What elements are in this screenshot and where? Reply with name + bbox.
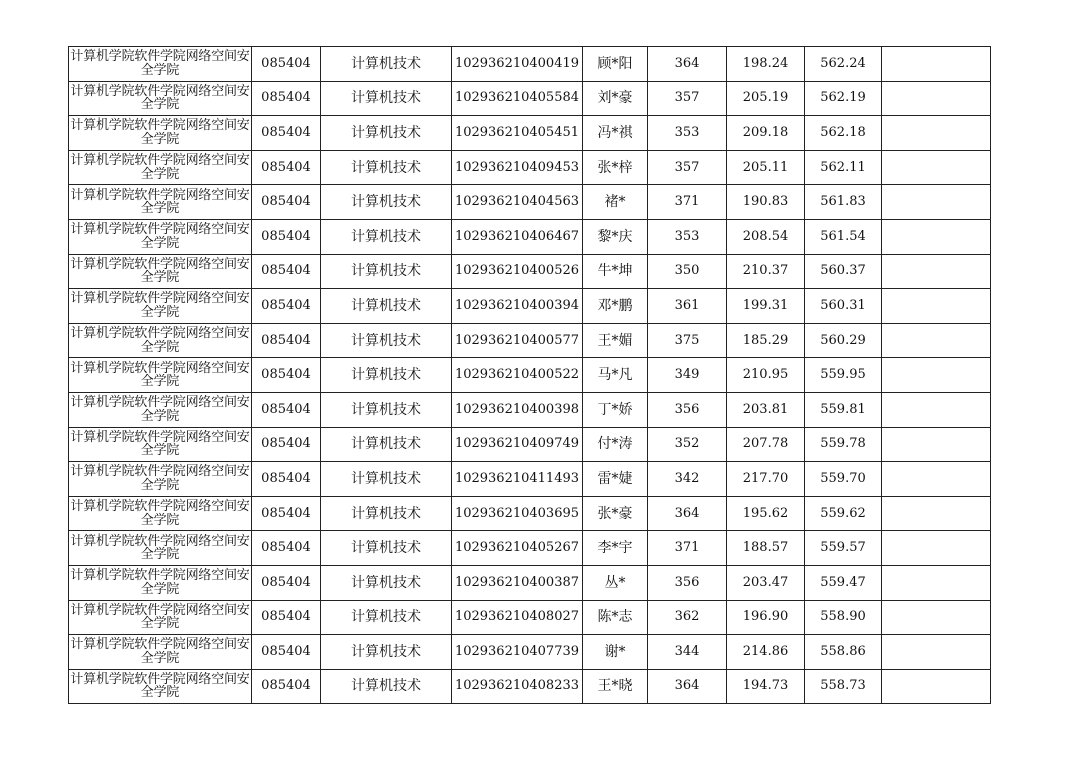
table-row bbox=[69, 185, 991, 220]
total-score-cell: 558.86 bbox=[805, 635, 882, 670]
student-name-cell: 付*涛 bbox=[583, 427, 648, 462]
student-name-cell: 丁*娇 bbox=[583, 392, 648, 427]
exam-id-cell: 102936210400394 bbox=[452, 289, 583, 324]
retest-score-cell: 190.83 bbox=[727, 185, 805, 220]
remark-cell bbox=[882, 669, 991, 704]
table-row bbox=[69, 496, 991, 531]
exam-id-cell: 102936210403695 bbox=[452, 496, 583, 531]
total-score-cell: 562.19 bbox=[805, 81, 882, 116]
college-cell: 计算机学院软件学院网络空间安全学院 bbox=[69, 358, 252, 393]
admission-list-table bbox=[68, 46, 991, 704]
exam-id-cell: 102936210400387 bbox=[452, 565, 583, 600]
preliminary-score-cell: 361 bbox=[648, 289, 727, 324]
major-name-cell: 计算机技术 bbox=[321, 427, 452, 462]
student-name-cell: 牛*坤 bbox=[583, 254, 648, 289]
remark-cell bbox=[882, 358, 991, 393]
retest-score-cell: 203.81 bbox=[727, 392, 805, 427]
student-name-cell: 刘*豪 bbox=[583, 81, 648, 116]
student-name-cell: 李*宇 bbox=[583, 531, 648, 566]
college-cell: 计算机学院软件学院网络空间安全学院 bbox=[69, 289, 252, 324]
preliminary-score-cell: 357 bbox=[648, 150, 727, 185]
remark-cell bbox=[882, 289, 991, 324]
exam-id-cell: 102936210407739 bbox=[452, 635, 583, 670]
student-name-cell: 褚* bbox=[583, 185, 648, 220]
college-cell: 计算机学院软件学院网络空间安全学院 bbox=[69, 496, 252, 531]
preliminary-score-cell: 371 bbox=[648, 185, 727, 220]
college-cell: 计算机学院软件学院网络空间安全学院 bbox=[69, 427, 252, 462]
major-code-cell: 085404 bbox=[252, 669, 321, 704]
college-cell: 计算机学院软件学院网络空间安全学院 bbox=[69, 635, 252, 670]
major-code-cell: 085404 bbox=[252, 289, 321, 324]
table-row bbox=[69, 219, 991, 254]
major-code-cell: 085404 bbox=[252, 116, 321, 151]
total-score-cell: 560.37 bbox=[805, 254, 882, 289]
major-name-cell: 计算机技术 bbox=[321, 47, 452, 82]
student-name-cell: 王*晓 bbox=[583, 669, 648, 704]
major-name-cell: 计算机技术 bbox=[321, 462, 452, 497]
remark-cell bbox=[882, 600, 991, 635]
major-name-cell: 计算机技术 bbox=[321, 565, 452, 600]
exam-id-cell: 102936210400419 bbox=[452, 47, 583, 82]
exam-id-cell: 102936210400526 bbox=[452, 254, 583, 289]
remark-cell bbox=[882, 565, 991, 600]
retest-score-cell: 203.47 bbox=[727, 565, 805, 600]
major-name-cell: 计算机技术 bbox=[321, 496, 452, 531]
exam-id-cell: 102936210400398 bbox=[452, 392, 583, 427]
major-name-cell: 计算机技术 bbox=[321, 219, 452, 254]
exam-id-cell: 102936210411493 bbox=[452, 462, 583, 497]
major-code-cell: 085404 bbox=[252, 635, 321, 670]
table-row bbox=[69, 116, 991, 151]
college-cell: 计算机学院软件学院网络空间安全学院 bbox=[69, 254, 252, 289]
exam-id-cell: 102936210409453 bbox=[452, 150, 583, 185]
major-code-cell: 085404 bbox=[252, 323, 321, 358]
remark-cell bbox=[882, 462, 991, 497]
student-name-cell: 丛* bbox=[583, 565, 648, 600]
major-code-cell: 085404 bbox=[252, 427, 321, 462]
preliminary-score-cell: 349 bbox=[648, 358, 727, 393]
retest-score-cell: 210.95 bbox=[727, 358, 805, 393]
major-code-cell: 085404 bbox=[252, 47, 321, 82]
retest-score-cell: 195.62 bbox=[727, 496, 805, 531]
total-score-cell: 562.18 bbox=[805, 116, 882, 151]
remark-cell bbox=[882, 496, 991, 531]
table-row bbox=[69, 254, 991, 289]
preliminary-score-cell: 353 bbox=[648, 116, 727, 151]
table-row bbox=[69, 669, 991, 704]
preliminary-score-cell: 353 bbox=[648, 219, 727, 254]
major-name-cell: 计算机技术 bbox=[321, 323, 452, 358]
major-name-cell: 计算机技术 bbox=[321, 635, 452, 670]
table-row bbox=[69, 462, 991, 497]
retest-score-cell: 185.29 bbox=[727, 323, 805, 358]
student-name-cell: 冯*祺 bbox=[583, 116, 648, 151]
remark-cell bbox=[882, 150, 991, 185]
preliminary-score-cell: 350 bbox=[648, 254, 727, 289]
preliminary-score-cell: 356 bbox=[648, 565, 727, 600]
total-score-cell: 559.47 bbox=[805, 565, 882, 600]
table-row bbox=[69, 289, 991, 324]
table-row bbox=[69, 81, 991, 116]
major-name-cell: 计算机技术 bbox=[321, 600, 452, 635]
college-cell: 计算机学院软件学院网络空间安全学院 bbox=[69, 219, 252, 254]
exam-id-cell: 102936210404563 bbox=[452, 185, 583, 220]
retest-score-cell: 217.70 bbox=[727, 462, 805, 497]
major-code-cell: 085404 bbox=[252, 219, 321, 254]
college-cell: 计算机学院软件学院网络空间安全学院 bbox=[69, 669, 252, 704]
college-cell: 计算机学院软件学院网络空间安全学院 bbox=[69, 392, 252, 427]
major-code-cell: 085404 bbox=[252, 185, 321, 220]
student-name-cell: 谢* bbox=[583, 635, 648, 670]
student-name-cell: 马*凡 bbox=[583, 358, 648, 393]
exam-id-cell: 102936210400577 bbox=[452, 323, 583, 358]
total-score-cell: 559.95 bbox=[805, 358, 882, 393]
major-code-cell: 085404 bbox=[252, 254, 321, 289]
exam-id-cell: 102936210405451 bbox=[452, 116, 583, 151]
major-code-cell: 085404 bbox=[252, 462, 321, 497]
remark-cell bbox=[882, 531, 991, 566]
student-name-cell: 邓*鹏 bbox=[583, 289, 648, 324]
total-score-cell: 559.81 bbox=[805, 392, 882, 427]
student-name-cell: 黎*庆 bbox=[583, 219, 648, 254]
retest-score-cell: 188.57 bbox=[727, 531, 805, 566]
remark-cell bbox=[882, 185, 991, 220]
retest-score-cell: 210.37 bbox=[727, 254, 805, 289]
major-code-cell: 085404 bbox=[252, 392, 321, 427]
remark-cell bbox=[882, 81, 991, 116]
preliminary-score-cell: 375 bbox=[648, 323, 727, 358]
major-name-cell: 计算机技术 bbox=[321, 150, 452, 185]
college-cell: 计算机学院软件学院网络空间安全学院 bbox=[69, 150, 252, 185]
major-code-cell: 085404 bbox=[252, 150, 321, 185]
student-name-cell: 张*梓 bbox=[583, 150, 648, 185]
remark-cell bbox=[882, 254, 991, 289]
major-code-cell: 085404 bbox=[252, 496, 321, 531]
remark-cell bbox=[882, 323, 991, 358]
student-name-cell: 王*媚 bbox=[583, 323, 648, 358]
table-row bbox=[69, 427, 991, 462]
exam-id-cell: 102936210405267 bbox=[452, 531, 583, 566]
college-cell: 计算机学院软件学院网络空间安全学院 bbox=[69, 323, 252, 358]
major-code-cell: 085404 bbox=[252, 531, 321, 566]
college-cell: 计算机学院软件学院网络空间安全学院 bbox=[69, 47, 252, 82]
major-name-cell: 计算机技术 bbox=[321, 254, 452, 289]
total-score-cell: 558.73 bbox=[805, 669, 882, 704]
retest-score-cell: 205.19 bbox=[727, 81, 805, 116]
total-score-cell: 562.11 bbox=[805, 150, 882, 185]
retest-score-cell: 207.78 bbox=[727, 427, 805, 462]
retest-score-cell: 196.90 bbox=[727, 600, 805, 635]
retest-score-cell: 194.73 bbox=[727, 669, 805, 704]
college-cell: 计算机学院软件学院网络空间安全学院 bbox=[69, 185, 252, 220]
preliminary-score-cell: 362 bbox=[648, 600, 727, 635]
total-score-cell: 560.29 bbox=[805, 323, 882, 358]
table-row bbox=[69, 531, 991, 566]
student-name-cell: 陈*志 bbox=[583, 600, 648, 635]
table-row bbox=[69, 150, 991, 185]
college-cell: 计算机学院软件学院网络空间安全学院 bbox=[69, 531, 252, 566]
table-row bbox=[69, 392, 991, 427]
major-name-cell: 计算机技术 bbox=[321, 358, 452, 393]
major-name-cell: 计算机技术 bbox=[321, 531, 452, 566]
total-score-cell: 561.83 bbox=[805, 185, 882, 220]
preliminary-score-cell: 364 bbox=[648, 496, 727, 531]
major-name-cell: 计算机技术 bbox=[321, 392, 452, 427]
remark-cell bbox=[882, 392, 991, 427]
major-code-cell: 085404 bbox=[252, 565, 321, 600]
retest-score-cell: 208.54 bbox=[727, 219, 805, 254]
retest-score-cell: 205.11 bbox=[727, 150, 805, 185]
total-score-cell: 562.24 bbox=[805, 47, 882, 82]
remark-cell bbox=[882, 219, 991, 254]
preliminary-score-cell: 364 bbox=[648, 47, 727, 82]
preliminary-score-cell: 364 bbox=[648, 669, 727, 704]
student-name-cell: 雷*婕 bbox=[583, 462, 648, 497]
major-name-cell: 计算机技术 bbox=[321, 116, 452, 151]
student-name-cell: 张*豪 bbox=[583, 496, 648, 531]
table-row bbox=[69, 635, 991, 670]
remark-cell bbox=[882, 635, 991, 670]
college-cell: 计算机学院软件学院网络空间安全学院 bbox=[69, 462, 252, 497]
table-row bbox=[69, 358, 991, 393]
retest-score-cell: 214.86 bbox=[727, 635, 805, 670]
total-score-cell: 559.62 bbox=[805, 496, 882, 531]
table-row bbox=[69, 323, 991, 358]
table-row bbox=[69, 565, 991, 600]
major-name-cell: 计算机技术 bbox=[321, 289, 452, 324]
total-score-cell: 560.31 bbox=[805, 289, 882, 324]
major-code-cell: 085404 bbox=[252, 600, 321, 635]
preliminary-score-cell: 342 bbox=[648, 462, 727, 497]
table-row bbox=[69, 600, 991, 635]
college-cell: 计算机学院软件学院网络空间安全学院 bbox=[69, 116, 252, 151]
major-name-cell: 计算机技术 bbox=[321, 185, 452, 220]
college-cell: 计算机学院软件学院网络空间安全学院 bbox=[69, 565, 252, 600]
exam-id-cell: 102936210405584 bbox=[452, 81, 583, 116]
major-name-cell: 计算机技术 bbox=[321, 81, 452, 116]
total-score-cell: 559.70 bbox=[805, 462, 882, 497]
preliminary-score-cell: 356 bbox=[648, 392, 727, 427]
total-score-cell: 561.54 bbox=[805, 219, 882, 254]
total-score-cell: 559.78 bbox=[805, 427, 882, 462]
exam-id-cell: 102936210408027 bbox=[452, 600, 583, 635]
total-score-cell: 558.90 bbox=[805, 600, 882, 635]
remark-cell bbox=[882, 47, 991, 82]
exam-id-cell: 102936210409749 bbox=[452, 427, 583, 462]
preliminary-score-cell: 357 bbox=[648, 81, 727, 116]
remark-cell bbox=[882, 427, 991, 462]
total-score-cell: 559.57 bbox=[805, 531, 882, 566]
college-cell: 计算机学院软件学院网络空间安全学院 bbox=[69, 600, 252, 635]
preliminary-score-cell: 352 bbox=[648, 427, 727, 462]
retest-score-cell: 198.24 bbox=[727, 47, 805, 82]
retest-score-cell: 199.31 bbox=[727, 289, 805, 324]
table-body bbox=[69, 47, 991, 704]
major-code-cell: 085404 bbox=[252, 81, 321, 116]
exam-id-cell: 102936210400522 bbox=[452, 358, 583, 393]
retest-score-cell: 209.18 bbox=[727, 116, 805, 151]
preliminary-score-cell: 344 bbox=[648, 635, 727, 670]
preliminary-score-cell: 371 bbox=[648, 531, 727, 566]
exam-id-cell: 102936210408233 bbox=[452, 669, 583, 704]
student-name-cell: 顾*阳 bbox=[583, 47, 648, 82]
remark-cell bbox=[882, 116, 991, 151]
college-cell: 计算机学院软件学院网络空间安全学院 bbox=[69, 81, 252, 116]
major-name-cell: 计算机技术 bbox=[321, 669, 452, 704]
table-row bbox=[69, 47, 991, 82]
major-code-cell: 085404 bbox=[252, 358, 321, 393]
exam-id-cell: 102936210406467 bbox=[452, 219, 583, 254]
